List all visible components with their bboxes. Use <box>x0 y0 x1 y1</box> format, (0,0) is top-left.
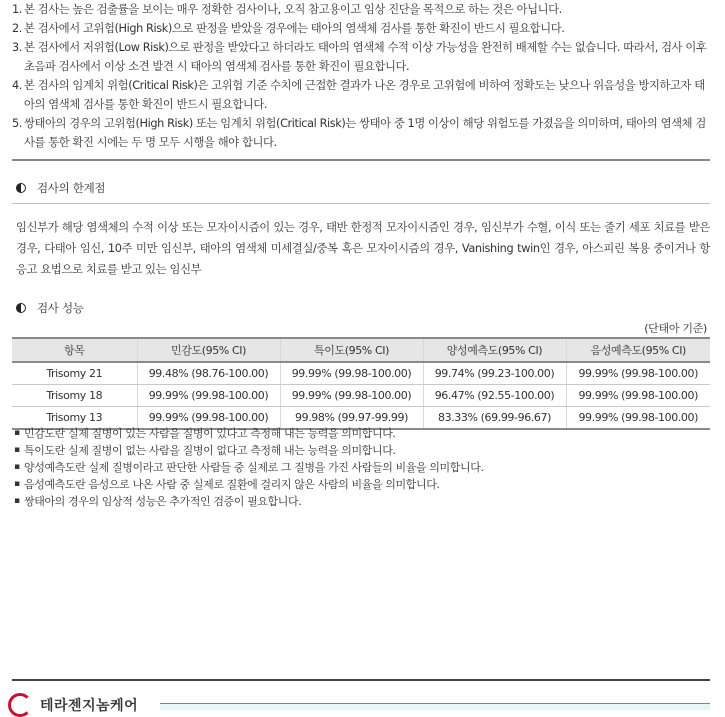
note-item <box>12 76 710 114</box>
column-header: 양성예측도(95% CI) <box>423 338 566 362</box>
column-header: 음성예측도(95% CI) <box>566 338 710 362</box>
note-text: 본 검사는 높은 검출률을 보이는 매우 정확한 검사이나, 오직 참고용이고 임상 진단을 목적으로 하는 것은 아닙니다. <box>24 3 562 16</box>
table-cell: 99.99% (99.98-100.00) <box>566 407 710 430</box>
performance-heading <box>16 300 84 316</box>
square-bullet-icon: ▪ <box>14 462 20 472</box>
note-number: 2. <box>12 22 22 35</box>
definition-item <box>14 425 484 442</box>
notes-divider <box>12 159 710 161</box>
table-cell: 99.99% (99.98-100.00) <box>566 362 710 385</box>
definition-text: 쌍태아의 경우의 임상적 성능은 추가적인 검증이 필요합니다. <box>24 495 302 508</box>
performance-table <box>12 337 710 430</box>
table-cell: 99.99% (99.98-100.00) <box>137 385 280 407</box>
note-number: 1. <box>12 3 22 16</box>
unit-note: (단태아 기준) <box>644 322 707 335</box>
company-name: 테라젠지놈케어 <box>40 698 139 714</box>
definition-item <box>14 493 484 510</box>
definition-item <box>14 442 484 459</box>
definition-text: 음성예측도란 음성으로 나온 사람 중 실제로 질환에 걸리지 않은 사람의 비율을 의미합니다. <box>24 478 440 491</box>
note-number: 3. <box>12 41 22 54</box>
definition-text: 특이도란 실제 질병이 없는 사람을 질병이 없다고 측정해 내는 능력을 의미합니다. <box>24 444 396 457</box>
table-cell: Trisomy 13 <box>12 407 137 430</box>
definition-item <box>14 459 484 476</box>
note-text: 쌍태아의 경우의 고위험(High Risk) 또는 임계치 위험(Critical Risk)는 쌍태아 중 1명 이상이 해당 위험도를 가졌음을 의미하며, 태아의 염색체 검사를 통한 확진 시에는 두 명 모두 시행을 해야 합니다. <box>24 117 706 149</box>
column-header: 특이도(95% CI) <box>280 338 423 362</box>
square-bullet-icon: ▪ <box>14 428 20 438</box>
half-circle-bullet-icon <box>16 303 26 313</box>
note-item <box>12 38 710 76</box>
note-text: 본 검사의 임계치 위험(Critical Risk)은 고위험 기준 수치에 근접한 결과가 나온 경우로 고위험에 비하여 정확도는 낮으나 위음성을 방지하고자 태아의 염색체 검사를 통한 확진이 반드시 필요합니다. <box>24 79 705 111</box>
table-cell: 99.48% (98.76-100.00) <box>137 362 280 385</box>
definition-item <box>14 476 484 493</box>
table-row <box>12 362 710 385</box>
note-text: 본 검사에서 저위험(Low Risk)으로 판정을 받았다고 하더라도 태아의 염색체 수적 이상 가능성을 완전히 배제할 수는 없습니다. 따라서, 검사 이후 초음파 검사에서 이상 소견 발견 시 태아의 염색체 검사를 통한 확진이 필요합니다. <box>24 41 707 73</box>
table-cell: 99.99% (99.98-100.00) <box>137 407 280 430</box>
table-cell: 99.99% (99.98-100.00) <box>280 385 423 407</box>
half-circle-bullet-icon <box>16 183 26 193</box>
column-header: 민감도(95% CI) <box>137 338 280 362</box>
table-cell: 99.99% (99.98-100.00) <box>566 385 710 407</box>
square-bullet-icon: ▪ <box>14 496 20 506</box>
limitations-heading <box>16 180 105 196</box>
table-cell: 99.74% (99.23-100.00) <box>423 362 566 385</box>
column-header: 항목 <box>12 338 137 362</box>
table-cell: 99.99% (99.98-100.00) <box>280 362 423 385</box>
note-text: 본 검사에서 고위험(High Risk)으로 판정을 받았을 경우에는 태아의 염색체 검사를 통한 확진이 반드시 필요합니다. <box>24 22 565 35</box>
definitions-list <box>14 425 484 510</box>
table-cell: Trisomy 18 <box>12 385 137 407</box>
limitations-divider <box>12 203 710 204</box>
square-bullet-icon: ▪ <box>14 479 20 489</box>
note-item <box>12 19 710 38</box>
note-item <box>12 114 710 152</box>
table-header-row <box>12 338 710 362</box>
note-number: 5. <box>12 117 22 130</box>
footer-divider <box>12 679 710 681</box>
notes-list <box>12 0 710 152</box>
notes-section <box>12 0 710 152</box>
table-cell: 83.33% (69.99-96.67) <box>423 407 566 430</box>
limitations-text: 임신부가 해당 염색체의 수적 이상 또는 모자이시즘이 있는 경우, 태반 한정적 모자이시즘인 경우, 임신부가 수혈, 이식 또는 줄기 세포 치료를 받은 경우, 다태아 임신, 10주 미만 임신부, 태아의 염색체 미세결실/중복 혹은 모자이시즘의 경우, Vanishing twin인 경우, 아스피린 복용 중이거나 항 응고 요법으로 치료를 받고 있는 임신부 <box>16 221 710 276</box>
table-cell: 99.98% (99.97-99.99) <box>280 407 423 430</box>
definition-text: 민감도란 실제 질병이 있는 사람을 질병이 있다고 측정해 내는 능력을 의미합니다. <box>24 427 396 440</box>
company-logo-icon <box>8 693 32 717</box>
definition-text: 양성예측도란 실제 질병이라고 판단한 사람들 중 실제로 그 질병을 가진 사람들의 비율을 의미합니다. <box>24 461 484 474</box>
table-row <box>12 385 710 407</box>
note-number: 4. <box>12 79 22 92</box>
table-cell: 96.47% (92.55-100.00) <box>423 385 566 407</box>
limitations-heading-text: 검사의 한계점 <box>37 181 106 195</box>
performance-heading-text: 검사 성능 <box>37 301 84 315</box>
note-item <box>12 0 710 19</box>
table-cell: Trisomy 21 <box>12 362 137 385</box>
square-bullet-icon: ▪ <box>14 445 20 455</box>
